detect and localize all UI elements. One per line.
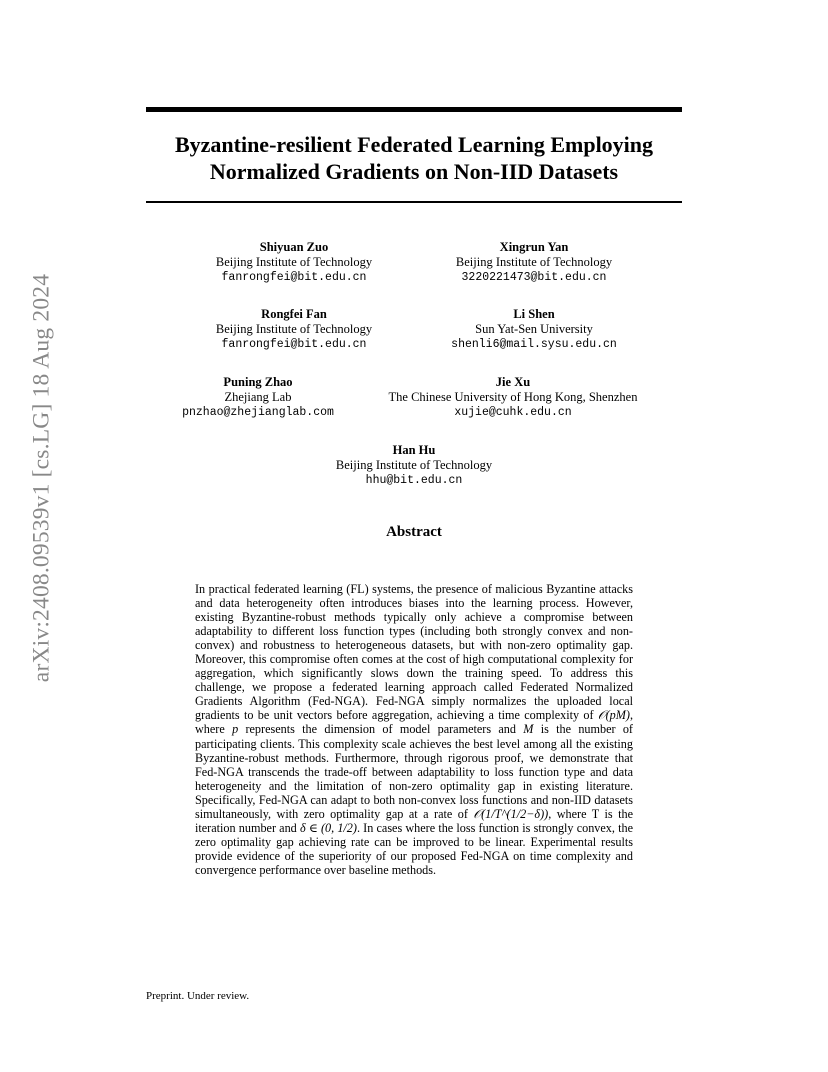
author-email[interactable]: xujie@cuhk.edu.cn [454, 406, 572, 419]
author-block [389, 375, 638, 420]
abstract-text: is the number of participating clients. This complexity scale achieves the best level among all the existing Byzantine-robust methods. Furthermore, through rigorous proof, we demonstrate that Fed-NGA transcends the trade-off between adaptability to loss function type and data heterogeneity and the limitation of non-zero optimality gap in existing literature. Specifically, Fed-NGA can adapt to both non-convex loss functions and non-IID datasets simultaneously, with zero optimality gap at a rate of [195, 722, 633, 821]
abstract-body [195, 582, 633, 877]
abstract-text: , where [195, 708, 633, 737]
abstract-text: In practical federated learning (FL) systems, the presence of malicious Byzantine attacks and data heterogeneity often introduces biases into the learning process. However, existing Byzantine-robust methods typically only achieve a compromise between adaptability to different loss function types (including both strongly convex and non-convex) and robustness to heterogeneous datasets, but with non-zero optimality gap. Moreover, this compromise often comes at the cost of high computational complexity for aggregation, which significantly slows down the training speed. To address this challenge, we propose a federated learning approach called Federated Normalized Gradients Algorithm (Fed-NGA). Fed-NGA simply normalizes the uploaded local gradients to be unit vectors before aggregation, achieving a time complexity of [195, 582, 633, 723]
abstract-heading: Abstract [386, 524, 442, 540]
abstract-text: , where T is the iteration number and [195, 806, 634, 835]
author-email[interactable]: 3220221473@bit.edu.cn [461, 271, 607, 284]
math-inline: M [523, 722, 534, 737]
math-inline: 𝒪(1/T^(1/2−δ)) [473, 806, 549, 821]
author-block [182, 375, 334, 420]
title-bottom-rule [146, 201, 682, 203]
author-name: Puning Zhao [223, 375, 293, 389]
paper-title: Byzantine-resilient Federated Learning Employing Normalized Gradients on Non-IID Datasets [174, 132, 654, 184]
abstract-text: . In cases where the loss function is strongly convex, the zero optimality gap achieving rate can be improved to be linear. Experimental results provide evidence of the superiority of our proposed Fed-NGA on time complexity and convergence performance over baseline methods. [195, 820, 633, 877]
author-block [216, 307, 372, 352]
author-email[interactable]: shenli6@mail.sysu.edu.cn [451, 338, 617, 351]
author-affiliation: Beijing Institute of Technology [335, 458, 493, 472]
author-email[interactable]: pnzhao@zhejianglab.com [182, 406, 334, 419]
author-affiliation: Zhejiang Lab [224, 390, 292, 404]
author-affiliation: Beijing Institute of Technology [215, 255, 373, 269]
author-name: Li Shen [513, 307, 555, 321]
author-affiliation: Beijing Institute of Technology [455, 255, 613, 269]
author-name: Shiyuan Zuo [259, 240, 329, 254]
math-inline: 𝒪(pM) [597, 708, 630, 723]
author-block [336, 443, 492, 488]
author-email[interactable]: fanrongfei@bit.edu.cn [221, 271, 367, 284]
author-name: Rongfei Fan [261, 307, 327, 321]
author-email[interactable]: fanrongfei@bit.edu.cn [221, 338, 367, 351]
footer-note: Preprint. Under review. [146, 990, 250, 1002]
title-top-rule [146, 107, 682, 112]
author-email[interactable]: hhu@bit.edu.cn [365, 474, 463, 487]
author-affiliation: The Chinese University of Hong Kong, Shenzhen [388, 390, 638, 404]
math-inline: δ ∈ (0, 1/2) [299, 820, 357, 835]
author-affiliation: Beijing Institute of Technology [215, 322, 373, 336]
author-affiliation: Sun Yat-Sen University [475, 322, 593, 336]
author-block [216, 240, 372, 285]
abstract-text: represents the dimension of model parameters and [238, 722, 524, 737]
math-inline: p [232, 722, 239, 737]
author-block [456, 240, 612, 285]
arxiv-identifier[interactable]: arXiv:2408.09539v1 [cs.LG] 18 Aug 2024 [28, 273, 55, 683]
author-name: Han Hu [392, 443, 436, 457]
author-name: Jie Xu [495, 375, 531, 389]
author-block [451, 307, 617, 352]
author-name: Xingrun Yan [499, 240, 569, 254]
